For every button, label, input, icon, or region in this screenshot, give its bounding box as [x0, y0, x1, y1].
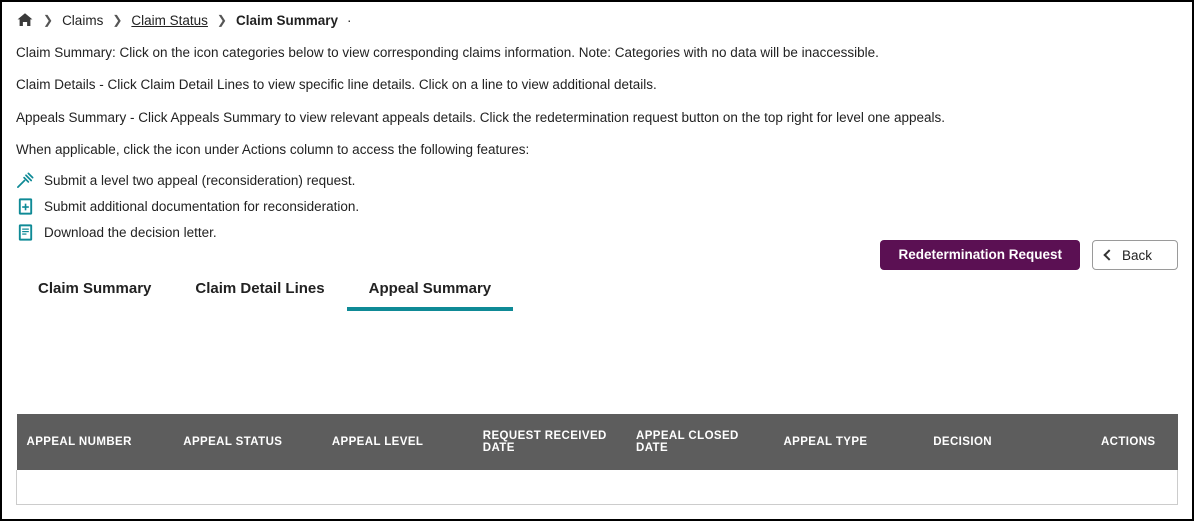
redetermination-request-button[interactable]: Redetermination Request — [880, 240, 1080, 270]
column-header-actions[interactable]: ACTIONS — [1051, 414, 1178, 470]
icon-legend — [16, 171, 1178, 242]
column-header-appeal-number[interactable]: APPEAL NUMBER — [17, 414, 174, 470]
column-header-appeal-closed-date[interactable]: APPEAL CLOSED DATE — [626, 414, 773, 470]
legend-label: Download the decision letter. — [44, 225, 217, 241]
back-button[interactable] — [1092, 240, 1178, 270]
instruction-line-3: Appeals Summary - Click Appeals Summary to view relevant appeals details. Click the redetermination request button on the top right for level one appeals. — [16, 109, 945, 125]
instruction-line-4: When applicable, click the icon under Actions column to access the following features: — [16, 141, 530, 157]
table-empty-row — [17, 470, 1178, 504]
column-header-appeal-type[interactable]: APPEAL TYPE — [773, 414, 923, 470]
legend-item-additional-documentation — [16, 197, 1178, 216]
tab-claim-summary[interactable]: Claim Summary — [38, 280, 152, 297]
table-body — [17, 470, 1178, 504]
instructions-block — [2, 38, 1192, 242]
tab-appeal-summary[interactable]: Appeal Summary — [347, 274, 514, 311]
table-empty-cell — [17, 470, 1178, 504]
column-header-decision[interactable]: DECISION — [923, 414, 1051, 470]
breadcrumb-trailing: · — [347, 12, 352, 28]
document-download-icon — [16, 223, 35, 242]
tab-bar — [16, 274, 513, 311]
appeal-summary-table — [16, 414, 1178, 505]
breadcrumb-item-claim-status[interactable]: Claim Status — [131, 12, 208, 28]
back-button-label: Back — [1122, 247, 1153, 263]
legend-label: Submit a level two appeal (reconsideration) request. — [44, 173, 356, 189]
instruction-line-1: Claim Summary: Click on the icon categories below to view corresponding claims information. Note: Categories with no data will be inaccessible. — [16, 45, 879, 60]
action-bar — [880, 240, 1178, 270]
breadcrumb-item-claims[interactable]: Claims — [62, 12, 104, 28]
breadcrumb-separator-2: ❯ — [112, 13, 123, 27]
document-add-icon — [16, 197, 35, 216]
table-header-row — [17, 414, 1178, 470]
tab-claim-detail-lines[interactable]: Claim Detail Lines — [195, 280, 325, 297]
breadcrumb-separator-1: ❯ — [43, 13, 54, 27]
column-header-request-received-date[interactable]: REQUEST RECEIVED DATE — [473, 414, 626, 470]
column-header-appeal-level[interactable]: APPEAL LEVEL — [322, 414, 473, 470]
gavel-icon — [16, 171, 35, 190]
legend-label: Submit additional documentation for reconsideration. — [44, 199, 360, 215]
instruction-line-2: Claim Details - Click Claim Detail Lines to view specific line details. Click on a line to view additional details. — [16, 77, 657, 93]
home-icon[interactable] — [16, 11, 34, 29]
column-header-appeal-status[interactable]: APPEAL STATUS — [173, 414, 322, 470]
breadcrumb — [2, 2, 1192, 38]
legend-item-level-two-appeal — [16, 171, 1178, 190]
chevron-left-icon — [1103, 249, 1114, 260]
breadcrumb-item-claim-summary: Claim Summary — [235, 12, 339, 28]
breadcrumb-separator-3: ❯ — [216, 13, 227, 27]
